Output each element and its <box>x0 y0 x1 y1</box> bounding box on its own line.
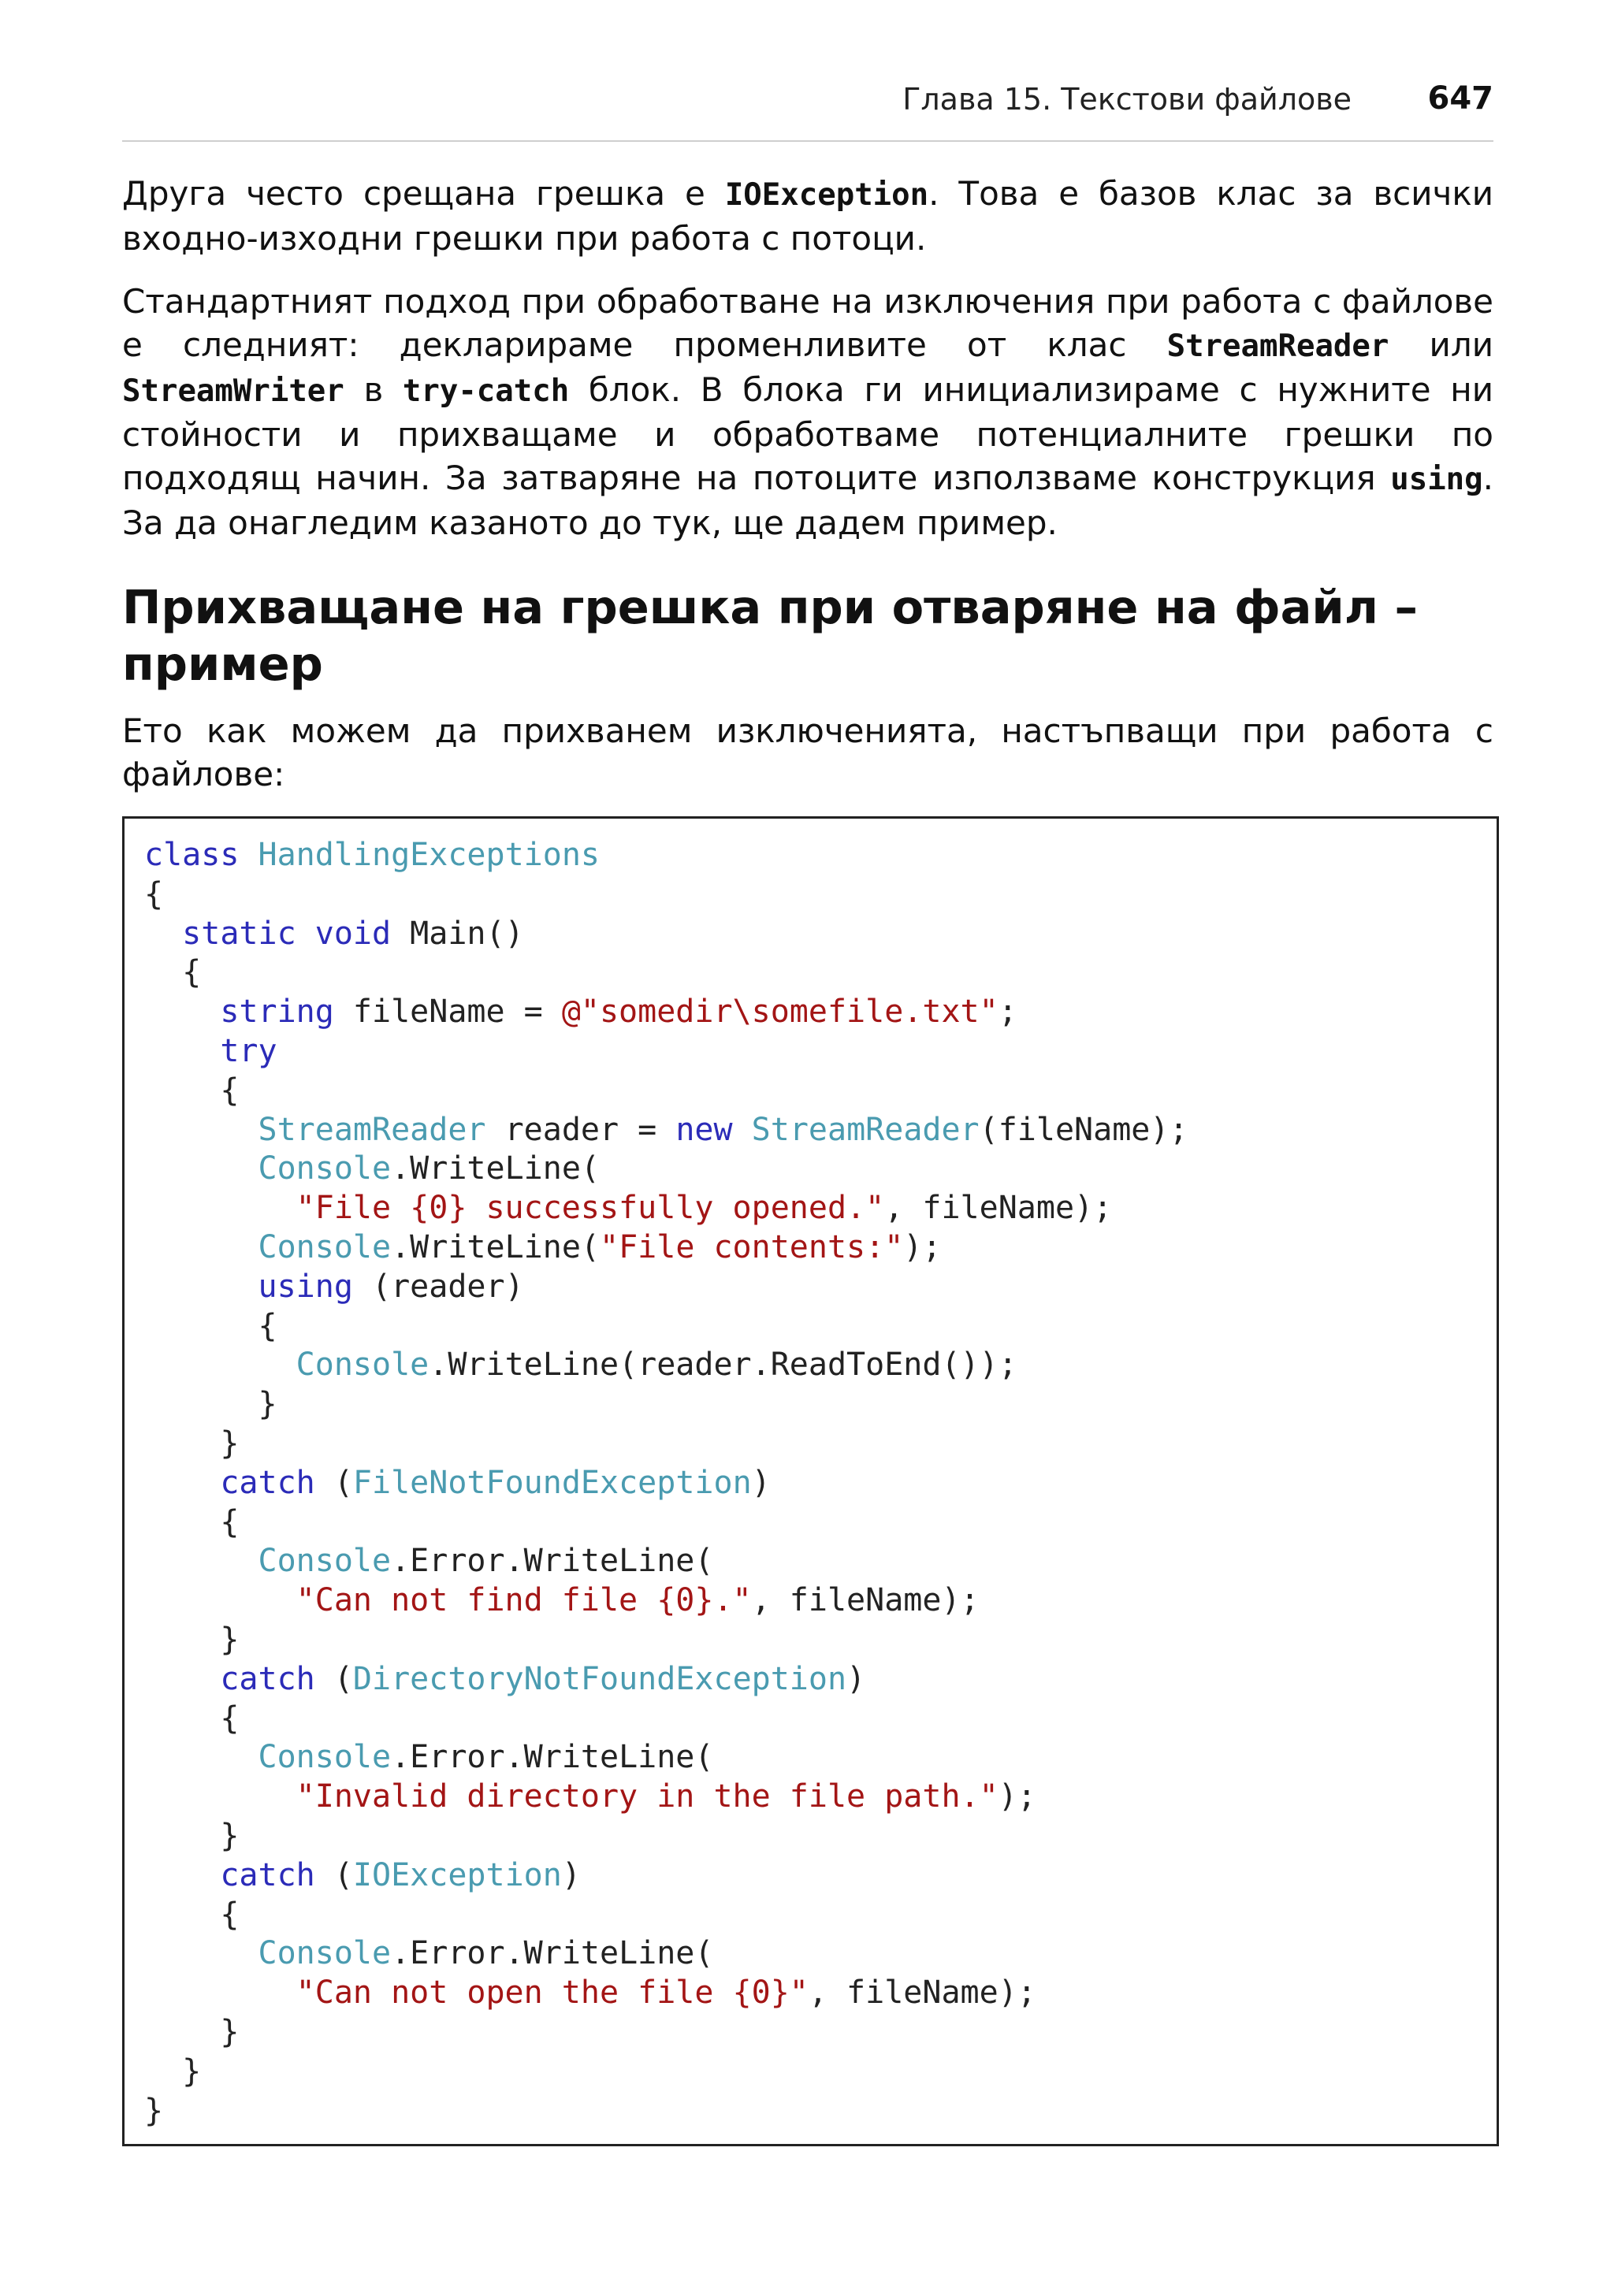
code-token: Console <box>296 1347 430 1384</box>
paragraph-ioexception <box>122 172 1493 260</box>
inline-code: using <box>1390 462 1483 497</box>
code-token: } <box>220 1817 240 1854</box>
code-token: (fileName); <box>979 1111 1188 1148</box>
text: . За да онагледим казаното до тук, ще дадем пример. <box>122 459 1493 542</box>
text: Стандартният подход при обработване на изключения при работа с файлове е следният: декларираме променливите от клас <box>122 282 1493 364</box>
code-token: ( <box>314 1464 353 1501</box>
code-token: ; <box>998 994 1017 1031</box>
section-heading: Прихващане на грешка при отваряне на файл – пример <box>122 580 1419 691</box>
code-token: { <box>220 1896 240 1933</box>
code-token: using <box>258 1268 353 1305</box>
code-token: "File {0} successfully opened." <box>296 1190 885 1227</box>
code-token: , fileName); <box>751 1582 980 1619</box>
page-number: 647 <box>1427 80 1493 117</box>
code-token: } <box>220 2013 240 2050</box>
inline-code: StreamWriter <box>122 373 344 409</box>
inline-code: StreamReader <box>1166 329 1389 364</box>
code-token: ) <box>846 1660 866 1697</box>
code-token: , fileName); <box>808 1975 1036 2012</box>
code-token: StreamReader <box>751 1111 980 1148</box>
code-token: catch <box>220 1856 315 1893</box>
code-token: class <box>144 837 240 873</box>
code-token: .Error.WriteLine( <box>391 1935 714 1972</box>
code-token: } <box>182 2053 202 2090</box>
page-header <box>122 79 1493 142</box>
code-token: static void <box>182 915 392 952</box>
code-token: .Error.WriteLine( <box>391 1543 714 1580</box>
code-token: ); <box>903 1228 942 1265</box>
code-token: StreamReader <box>258 1111 486 1148</box>
code-token: ); <box>998 1778 1036 1815</box>
code-token: "File contents:" <box>599 1228 904 1265</box>
code-token: reader = <box>485 1111 676 1148</box>
code-token: .WriteLine(reader.ReadToEnd()); <box>429 1347 1017 1384</box>
code-listing <box>122 816 1499 2146</box>
code-token: catch <box>220 1660 315 1697</box>
code-token: .WriteLine( <box>391 1150 600 1187</box>
code-token: fileName = <box>333 994 562 1031</box>
code-token: ( <box>314 1856 353 1893</box>
inline-code: try-catch <box>402 373 570 409</box>
code-token: @"somedir\somefile.txt" <box>561 994 999 1031</box>
code-token: Console <box>258 1150 392 1187</box>
code-token: new <box>675 1111 733 1148</box>
text: Друга често срещана грешка е <box>122 174 725 213</box>
code-token: { <box>258 1307 277 1344</box>
code-token: Main() <box>391 915 524 952</box>
code-token: catch <box>220 1464 315 1501</box>
paragraph-intro-example: Ето как можем да прихванем изключенията, настъпващи при работа с файлове: <box>122 711 1493 793</box>
text: в <box>344 370 403 409</box>
code-token: Console <box>258 1543 392 1580</box>
code-token: { <box>182 954 202 991</box>
code-token: ) <box>561 1856 581 1893</box>
code-token: ) <box>751 1464 771 1501</box>
code-token: } <box>144 2092 164 2129</box>
chapter-title: Глава 15. Текстови файлове <box>902 82 1352 117</box>
code-token: } <box>220 1621 240 1658</box>
code-token: FileNotFoundException <box>352 1464 752 1501</box>
code-token: , fileName); <box>884 1190 1113 1227</box>
code-token: Console <box>258 1228 392 1265</box>
code-token: Console <box>258 1935 392 1972</box>
code-token: { <box>220 1072 240 1109</box>
code-token: "Can not open the file {0}" <box>296 1975 809 2012</box>
inline-code: IOException <box>724 177 929 213</box>
text: блок. В блока ги инициализираме с нужните ни стойности и прихващаме и обработваме потенциалните грешки по подходящ начин. За затваряне на потоците използваме конструкция <box>122 370 1493 497</box>
code-token: string <box>220 994 334 1031</box>
code-token: } <box>220 1425 240 1462</box>
code-token: (reader) <box>352 1268 524 1305</box>
code-token: DirectoryNotFoundException <box>352 1660 847 1697</box>
code-token: .WriteLine( <box>391 1228 600 1265</box>
code-token: try <box>220 1032 277 1069</box>
code-token: "Invalid directory in the file path." <box>296 1778 999 1815</box>
code-token: { <box>144 875 164 912</box>
code-token: Console <box>258 1739 392 1776</box>
code-token: HandlingExceptions <box>258 837 600 873</box>
code-token: } <box>258 1386 277 1423</box>
code-token: .Error.WriteLine( <box>391 1739 714 1776</box>
text: . Това е базов клас за всички входно-изходни грешки при работа с потоци. <box>122 174 1493 258</box>
text: или <box>1389 325 1493 364</box>
code-token: { <box>220 1700 240 1737</box>
paragraph-standard-approach <box>122 280 1493 544</box>
code-token: "Can not find file {0}." <box>296 1582 752 1619</box>
code-token: IOException <box>352 1856 562 1893</box>
code-block <box>144 836 1188 2131</box>
code-token: ( <box>314 1660 353 1697</box>
code-token: { <box>220 1503 240 1540</box>
